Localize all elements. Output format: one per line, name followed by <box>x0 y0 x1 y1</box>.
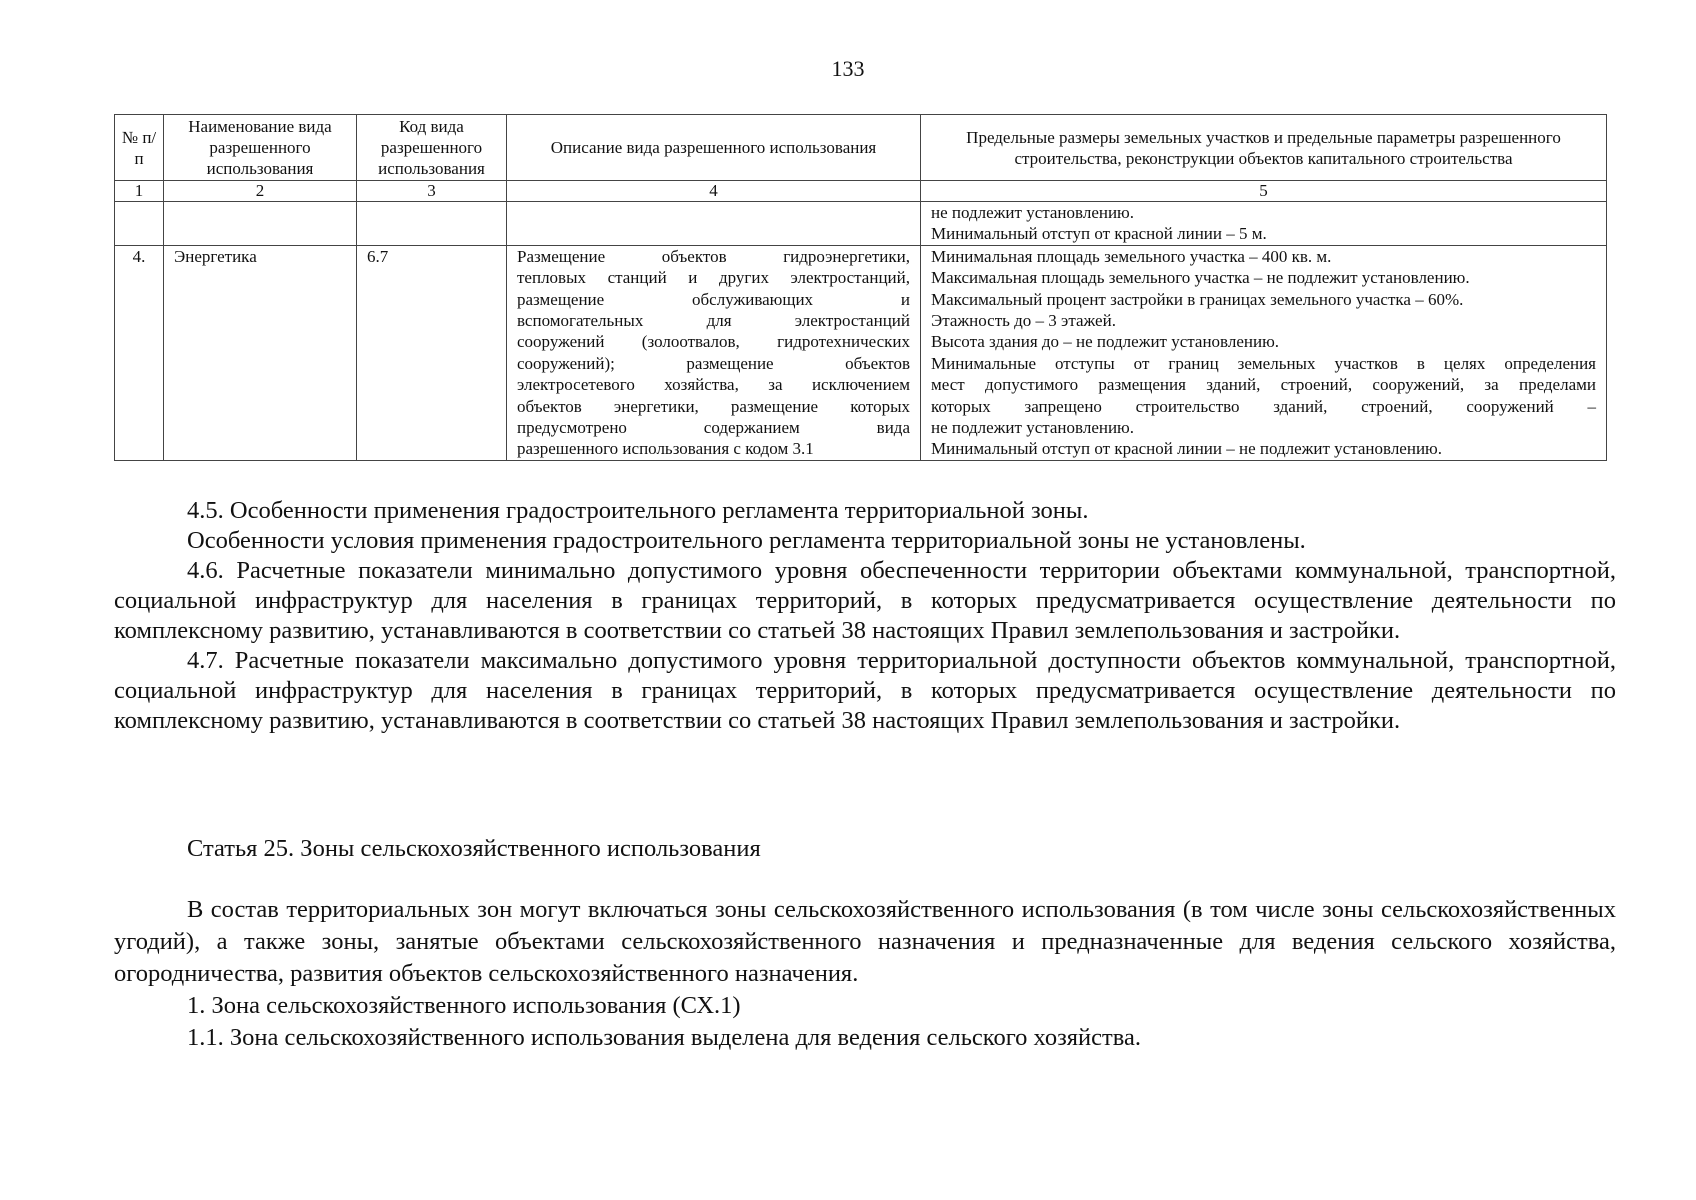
column-number-row <box>115 181 1607 202</box>
land-use-regulations-table <box>114 114 1607 461</box>
article-heading: Статья 25. Зоны сельскохозяйственного использования <box>187 835 761 862</box>
cell-empty <box>357 202 507 246</box>
description-line: сооружений); размещение объектов <box>517 353 910 373</box>
paragraph-4-6: 4.6. Расчетные показатели минимально допустимого уровня обеспеченности территории объектами коммунальной, транспортной, социальной инфраструктур для населения в границах территорий, в которых предусматривается осуществление деятельности по комплексному развитию, устанавливаются в соответствии со статьей 38 настоящих Правил землепользования и застройки. <box>114 557 1616 644</box>
cell-use-code: 6.7 <box>357 245 507 460</box>
parameter-line: Максимальная площадь земельного участка – не подлежит установлению. <box>931 268 1470 288</box>
zone-regulation-section <box>114 496 1616 736</box>
cell-row-number: 4. <box>115 245 164 460</box>
table-row-energetics <box>115 245 1607 460</box>
cell-empty <box>164 202 357 246</box>
description-line: размещение обслуживающих и <box>517 289 910 309</box>
column-number: 5 <box>921 181 1607 202</box>
column-number: 1 <box>115 181 164 202</box>
parameter-line: Высота здания до – не подлежит установлению. <box>931 332 1280 352</box>
header-number: № п/п <box>115 115 164 181</box>
cell-use-name: Энергетика <box>164 245 357 460</box>
page-number: 133 <box>831 56 865 81</box>
parameter-line: Минимальные отступы от границ земельных участков в целях определения <box>931 353 1596 373</box>
parameter-line: мест допустимого размещения зданий, строений, сооружений, за пределами <box>931 375 1596 395</box>
cell-empty <box>507 202 921 246</box>
paragraph-4-7: 4.7. Расчетные показатели максимально допустимого уровня территориальной доступности объектов коммунальной, транспортной, социальной инфраструктур для населения в границах территорий, в которых предусматривается осуществление деятельности по комплексному развитию, устанавливаются в соответствии со статьей 38 настоящих Правил землепользования и застройки. <box>114 647 1616 734</box>
cell-parameters-continued <box>921 202 1607 246</box>
description-line: вспомогательных для электростанций <box>517 311 910 331</box>
table-row-continuation <box>115 202 1607 246</box>
description-line: Размещение объектов гидроэнергетики, <box>517 246 910 266</box>
article-intro-paragraph: В состав территориальных зон могут включаться зоны сельскохозяйственного использования (в том числе зоны сельскохозяйственных угодий), а также зоны, занятые объектами сельскохозяйственного назначения и предназначенные для ведения сельского хозяйства, огородничества, развития объектов сельскохозяйственного назначения. <box>114 896 1616 987</box>
paragraph-4-5: 4.5. Особенности применения градостроительного регламента территориальной зоны. <box>187 497 1089 524</box>
table-header-row <box>115 115 1607 181</box>
parameter-line: Минимальный отступ от красной линии – не подлежит установлению. <box>931 439 1442 459</box>
column-number: 3 <box>357 181 507 202</box>
header-use-name: Наименование вида разрешенного использования <box>164 115 357 181</box>
header-limit-parameters: Предельные размеры земельных участков и предельные параметры разрешенного строительства, реконструкции объектов капитального строительства <box>921 115 1607 181</box>
description-line: объектов энергетики, размещение которых <box>517 396 910 416</box>
column-number: 2 <box>164 181 357 202</box>
header-use-description: Описание вида разрешенного использования <box>507 115 921 181</box>
parameter-line: Этажность до – 3 этажей. <box>931 311 1116 331</box>
parameter-line: Максимальный процент застройки в границах земельного участка – 60%. <box>931 289 1464 309</box>
paragraph-4-5-details: Особенности условия применения градостроительного регламента территориальной зоны не установлены. <box>187 527 1306 554</box>
parameter-line: которых запрещено строительство зданий, строений, сооружений – <box>931 396 1596 416</box>
parameter-line: не подлежит установлению. <box>931 203 1135 222</box>
parameter-line: Минимальный отступ от красной линии – 5 м. <box>931 224 1267 244</box>
header-use-code: Код вида разрешенного использования <box>357 115 507 181</box>
description-line: тепловых станций и других электростанций, <box>517 268 910 288</box>
zone-sx1-heading: 1. Зона сельскохозяйственного использования (СХ.1) <box>187 992 741 1019</box>
description-line: электросетевого хозяйства, за исключением <box>517 375 910 395</box>
description-line: предусмотрено содержанием вида <box>517 418 910 438</box>
cell-limit-parameters <box>921 245 1607 460</box>
article-25-section <box>114 894 1616 1054</box>
parameter-line: Минимальная площадь земельного участка – 400 кв. м. <box>931 246 1332 266</box>
description-line: разрешенного использования с кодом 3.1 <box>517 439 814 459</box>
parameter-line: не подлежит установлению. <box>931 418 1135 438</box>
description-line: сооружений (золоотвалов, гидротехнических <box>517 332 910 352</box>
cell-use-description <box>507 245 921 460</box>
zone-sx1-description: 1.1. Зона сельскохозяйственного использования выделена для ведения сельского хозяйства. <box>187 1024 1141 1051</box>
cell-empty <box>115 202 164 246</box>
column-number: 4 <box>507 181 921 202</box>
